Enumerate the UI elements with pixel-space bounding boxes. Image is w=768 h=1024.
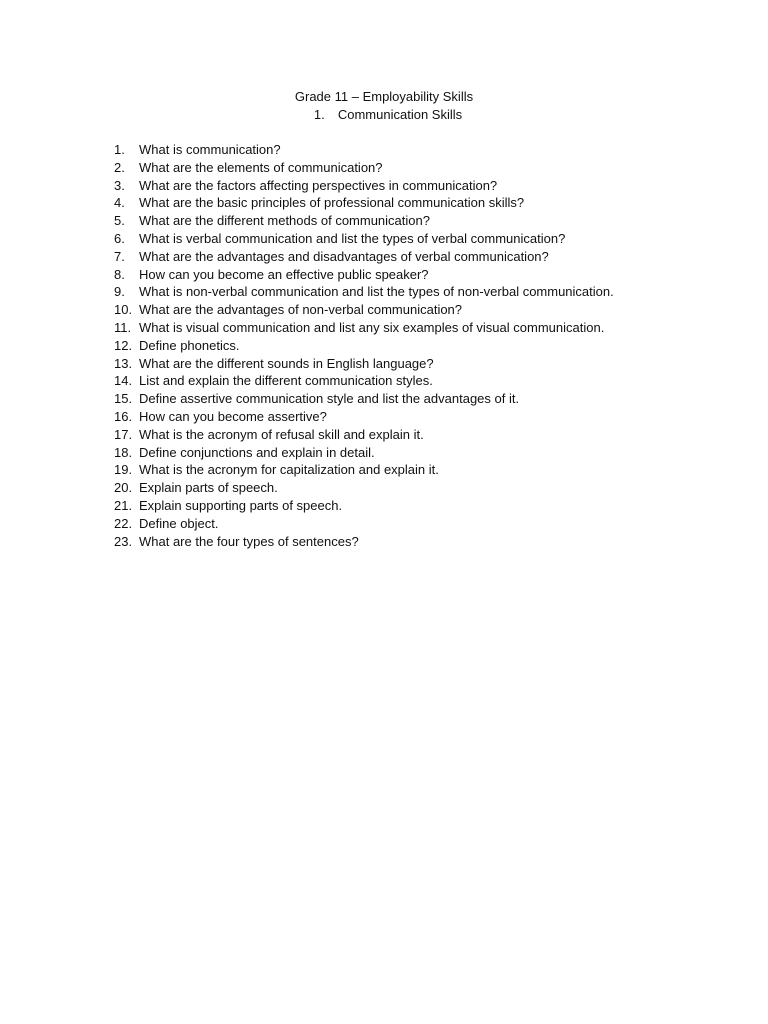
question-item [114, 266, 614, 284]
question-number: 22. [114, 515, 133, 531]
question-number: 14. [114, 373, 133, 389]
question-number: 8. [114, 266, 125, 282]
question-number: 18. [114, 444, 133, 460]
question-number: 6. [114, 230, 125, 246]
question-number: 19. [114, 462, 133, 478]
question-number: 11. [114, 319, 132, 335]
question-item [114, 479, 614, 497]
question-number: 3. [114, 177, 125, 193]
question-number: 15. [114, 391, 133, 407]
question-text: Define object. [139, 515, 219, 531]
question-item [114, 337, 614, 355]
question-text: What is the acronym of refusal skill and explain it. [139, 426, 424, 442]
question-number: 12. [114, 337, 133, 353]
question-text: Define assertive communication style and list the advantages of it. [139, 391, 520, 407]
question-number: 17. [114, 426, 133, 442]
question-text: What is visual communication and list any six examples of visual communication. [139, 319, 605, 335]
question-number: 1. [114, 142, 125, 157]
question-text: What is communication? [139, 142, 281, 157]
question-number: 23. [114, 533, 133, 549]
question-item [114, 444, 614, 462]
question-text: What are the advantages and disadvantages of verbal communication? [139, 248, 549, 264]
question-item [114, 230, 614, 248]
question-text: List and explain the different communication styles. [139, 373, 433, 389]
question-text: What are the elements of communication? [139, 159, 383, 175]
question-text: Explain parts of speech. [139, 480, 278, 496]
question-item [114, 283, 614, 301]
question-text: What are the different sounds in English language? [139, 355, 434, 371]
question-item [114, 372, 614, 390]
question-number: 13. [114, 355, 133, 371]
question-item [114, 497, 614, 515]
question-item [114, 355, 614, 373]
question-item [114, 141, 614, 159]
question-item [114, 408, 614, 426]
question-number: 4. [114, 195, 125, 211]
question-text: What are the different methods of communication? [139, 213, 430, 229]
question-item [114, 177, 614, 195]
question-item [114, 159, 614, 177]
question-item [114, 194, 614, 212]
question-number: 5. [114, 213, 125, 229]
question-number: 7. [114, 248, 125, 264]
question-item [114, 390, 614, 408]
question-item [114, 212, 614, 230]
question-text: What are the advantages of non-verbal communication? [139, 302, 463, 318]
question-item [114, 301, 614, 319]
question-text: What is verbal communication and list the types of verbal communication? [139, 230, 566, 246]
question-item [114, 533, 614, 551]
question-number: 16. [114, 408, 133, 424]
question-number: 21. [114, 497, 133, 513]
section-heading [0, 106, 768, 124]
question-text: Define phonetics. [139, 337, 240, 353]
question-text: What are the factors affecting perspectives in communication? [139, 177, 498, 193]
question-item [114, 319, 614, 337]
question-item [114, 515, 614, 533]
section-title: Communication Skills [337, 107, 463, 122]
question-item [114, 426, 614, 444]
question-number: 10. [114, 302, 133, 318]
question-text: What is the acronym for capitalization and explain it. [139, 462, 439, 478]
question-number: 20. [114, 480, 133, 496]
question-item [114, 461, 614, 479]
question-text: What are the basic principles of professional communication skills? [139, 195, 525, 211]
question-number: 2. [114, 159, 125, 175]
question-text: Explain supporting parts of speech. [139, 497, 343, 513]
question-text: How can you become an effective public speaker? [139, 266, 429, 282]
document-title: Grade 11 – Employability Skills [294, 89, 474, 104]
question-list [114, 141, 614, 550]
question-number: 9. [114, 284, 125, 300]
question-text: What is non-verbal communication and list the types of non-verbal communication. [139, 284, 614, 300]
question-text: How can you become assertive? [139, 408, 327, 424]
section-number: 1. [313, 107, 325, 122]
question-text: Define conjunctions and explain in detail. [139, 444, 375, 460]
question-text: What are the four types of sentences? [139, 533, 359, 549]
question-item [114, 248, 614, 266]
